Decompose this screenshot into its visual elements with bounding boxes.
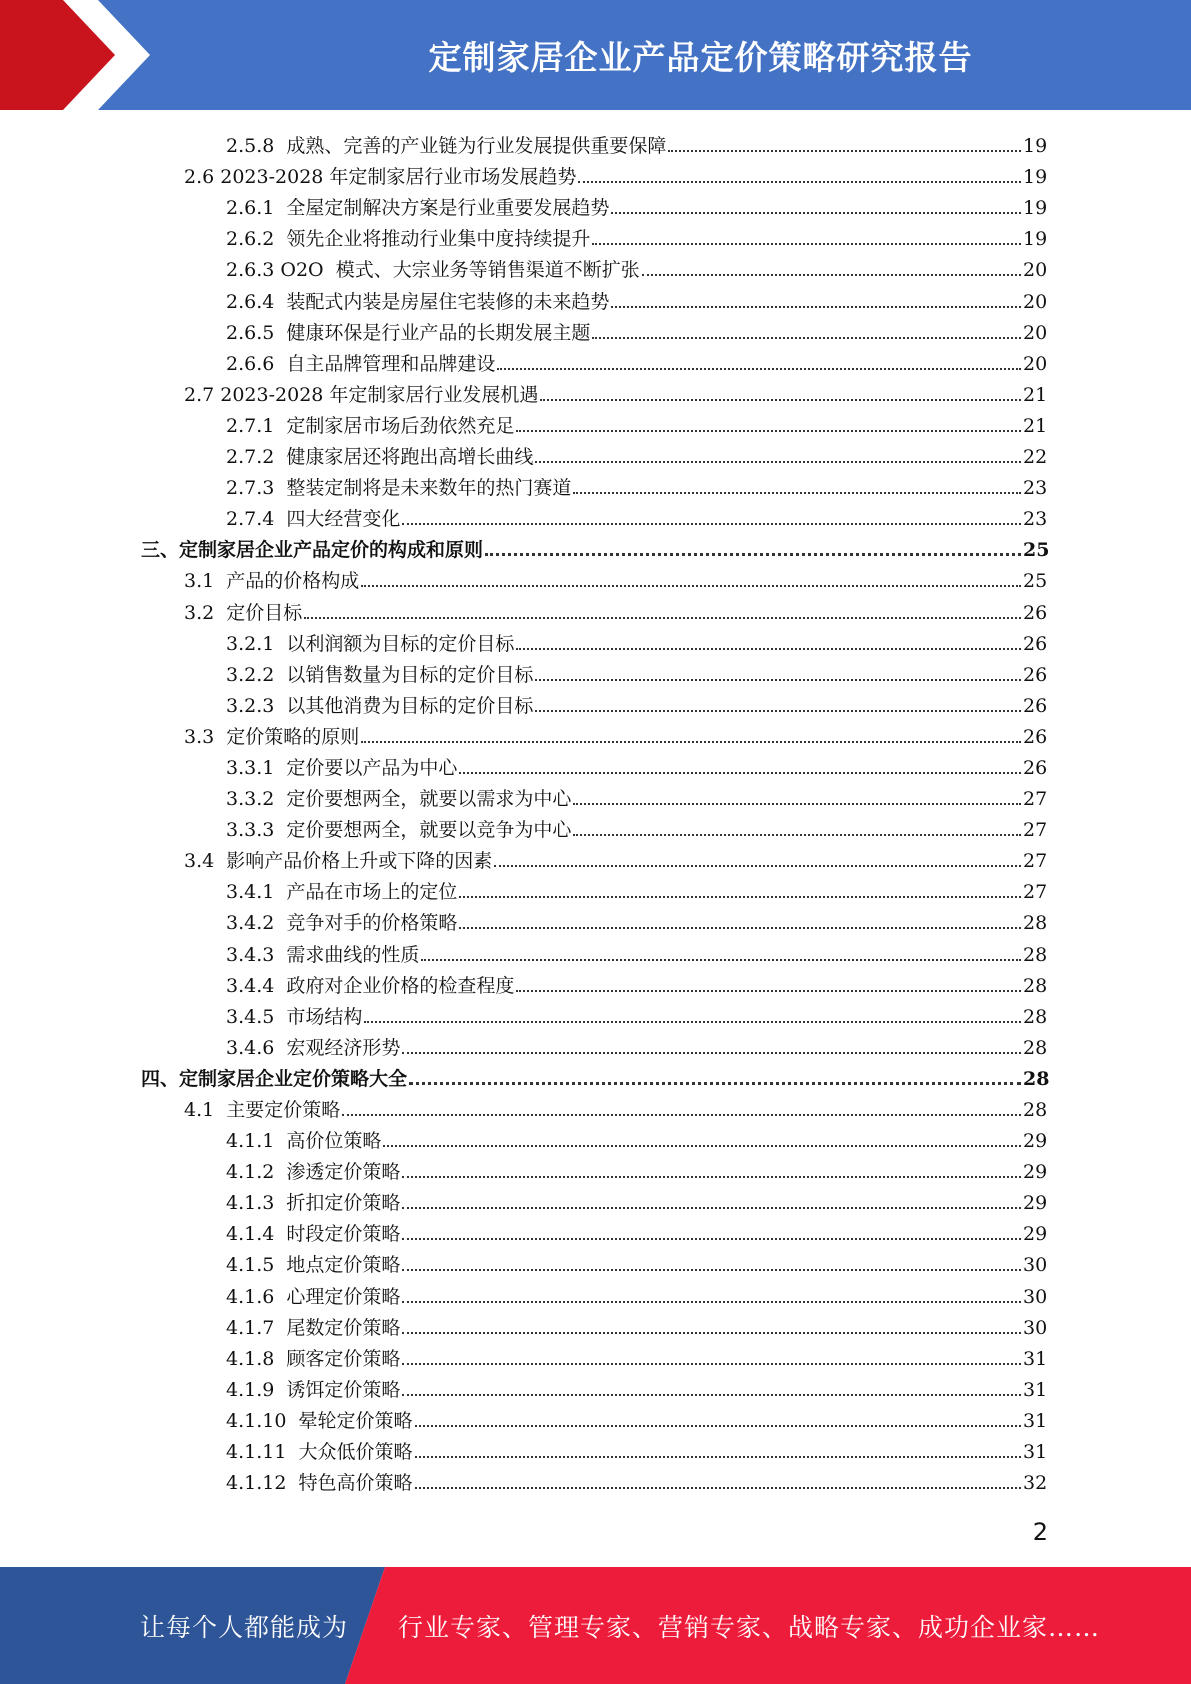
toc-dot-leader [459, 896, 1021, 898]
toc-entry[interactable] [0, 219, 1191, 250]
toc-entry[interactable] [0, 966, 1191, 997]
toc-entry-title: 三、定制家居企业产品定价的构成和原则 [141, 539, 484, 562]
toc-entry-title: 3.3.2 定价要想两全，就要以需求为中心 [226, 788, 572, 811]
toc-entry-page: 27 [1023, 881, 1048, 904]
toc-entry-page: 31 [1023, 1409, 1048, 1432]
toc-entry-title: 3.3.1 定价要以产品为中心 [226, 756, 458, 779]
toc-entry[interactable] [0, 281, 1191, 312]
toc-entry[interactable] [0, 1432, 1191, 1463]
toc-entry[interactable] [0, 624, 1191, 655]
toc-entry-title: 4.1.7 尾数定价策略 [226, 1316, 401, 1339]
toc-entry-page: 28 [1023, 1067, 1050, 1090]
toc-entry[interactable] [0, 1121, 1191, 1152]
toc-dot-leader [402, 1269, 1021, 1271]
toc-entry-page: 27 [1023, 788, 1048, 811]
toc-dot-leader [573, 834, 1021, 836]
toc-dot-leader [516, 430, 1021, 432]
toc-entry-page: 27 [1023, 819, 1048, 842]
toc-entry-title: 2.6.4 装配式内装是房屋住宅装修的未来趋势 [226, 290, 610, 313]
toc-dot-leader [611, 212, 1021, 214]
toc-entry-title: 4.1.10 晕轮定价策略 [226, 1409, 413, 1432]
toc-entry-title: 4.1.12 特色高价策略 [226, 1472, 413, 1495]
toc-entry-title: 2.7 2023-2028 年定制家居行业发展机遇 [184, 383, 539, 406]
toc-dot-leader [361, 741, 1021, 743]
toc-entry-page: 30 [1023, 1316, 1048, 1339]
toc-entry-page: 29 [1023, 1192, 1048, 1215]
toc-entry-page: 19 [1023, 228, 1048, 251]
toc-entry-page: 31 [1023, 1347, 1048, 1370]
toc-dot-leader [415, 1487, 1021, 1489]
toc-dot-leader [364, 1021, 1021, 1023]
footer-banner [0, 1567, 1191, 1684]
toc-entry-title: 2.6.6 自主品牌管理和品牌建设 [226, 352, 496, 375]
table-of-contents [0, 126, 1191, 1494]
toc-entry-title: 2.7.1 定制家居市场后劲依然充足 [226, 414, 515, 437]
toc-entry-page: 26 [1023, 663, 1048, 686]
toc-entry[interactable] [0, 1245, 1191, 1276]
toc-entry-title: 4.1.9 诱饵定价策略 [226, 1378, 401, 1401]
toc-entry[interactable] [0, 1214, 1191, 1245]
toc-entry-page: 20 [1023, 352, 1048, 375]
toc-entry-page: 26 [1023, 601, 1048, 624]
toc-dot-leader [668, 150, 1021, 152]
toc-entry[interactable] [0, 499, 1191, 530]
toc-entry-title: 3.2.1 以利润额为目标的定价目标 [226, 632, 515, 655]
toc-entry[interactable] [0, 872, 1191, 903]
toc-entry-title: 2.7.4 四大经营变化 [226, 508, 401, 531]
toc-dot-leader [459, 927, 1021, 929]
toc-entry[interactable] [0, 841, 1191, 872]
toc-dot-leader [611, 306, 1021, 308]
toc-dot-leader [485, 553, 1021, 556]
toc-entry-page: 28 [1023, 1005, 1048, 1028]
toc-dot-leader [516, 990, 1021, 992]
toc-entry-page: 25 [1023, 570, 1048, 593]
toc-entry-page: 29 [1023, 1130, 1048, 1153]
toc-dot-leader [415, 1456, 1021, 1458]
toc-entry-title: 2.6.1 全屋定制解决方案是行业重要发展趋势 [226, 197, 610, 220]
toc-dot-leader [402, 1394, 1021, 1396]
toc-dot-leader [497, 368, 1021, 370]
toc-entry-page: 21 [1023, 414, 1048, 437]
toc-entry[interactable] [0, 126, 1191, 157]
toc-entry[interactable] [0, 686, 1191, 717]
toc-entry[interactable] [0, 779, 1191, 810]
toc-dot-leader [402, 1238, 1021, 1240]
toc-entry-page: 20 [1023, 321, 1048, 344]
toc-entry-title: 3.3.3 定价要想两全，就要以竞争为中心 [226, 819, 572, 842]
toc-entry-page: 29 [1023, 1223, 1048, 1246]
toc-entry-title: 4.1.5 地点定价策略 [226, 1254, 401, 1277]
toc-dot-leader [415, 1425, 1021, 1427]
toc-entry-page: 23 [1023, 508, 1048, 531]
toc-entry[interactable] [0, 157, 1191, 188]
toc-entry[interactable] [0, 1463, 1191, 1494]
toc-entry-title: 2.5.8 成熟、完善的产业链为行业发展提供重要保障 [226, 135, 667, 158]
toc-entry[interactable] [0, 1308, 1191, 1339]
toc-entry-page: 31 [1023, 1378, 1048, 1401]
toc-dot-leader [342, 1114, 1021, 1116]
toc-entry-page: 26 [1023, 725, 1048, 748]
toc-entry[interactable] [0, 903, 1191, 934]
toc-entry-title: 4.1.8 顾客定价策略 [226, 1347, 401, 1370]
toc-dot-leader [402, 1207, 1021, 1209]
toc-entry-title: 3.4.4 政府对企业价格的检查程度 [226, 974, 515, 997]
footer-slogan-right: 行业专家、管理专家、营销专家、战略专家、成功企业家…… [398, 1612, 1101, 1642]
toc-entry-title: 4.1.3 折扣定价策略 [226, 1192, 401, 1215]
toc-entry[interactable] [0, 748, 1191, 779]
toc-entry-page: 19 [1023, 135, 1048, 158]
toc-entry-title: 4.1.4 时段定价策略 [226, 1223, 401, 1246]
toc-entry-page: 26 [1023, 756, 1048, 779]
toc-entry-title: 3.4 影响产品价格上升或下降的因素 [184, 850, 493, 873]
toc-entry-title: 2.6.3 O2O 模式、大宗业务等销售渠道不断扩张 [226, 259, 640, 282]
toc-entry[interactable] [0, 655, 1191, 686]
toc-entry[interactable] [0, 468, 1191, 499]
toc-entry-page: 23 [1023, 477, 1048, 500]
toc-dot-leader [459, 772, 1021, 774]
toc-dot-leader [402, 1301, 1021, 1303]
toc-entry-title: 2.6.2 领先企业将推动行业集中度持续提升 [226, 228, 591, 251]
toc-entry-title: 4.1.6 心理定价策略 [226, 1285, 401, 1308]
toc-dot-leader [421, 959, 1021, 961]
toc-entry-title: 2.7.3 整装定制将是未来数年的热门赛道 [226, 477, 572, 500]
toc-entry-page: 26 [1023, 694, 1048, 717]
toc-dot-leader [592, 337, 1021, 339]
toc-dot-leader [402, 523, 1021, 525]
toc-entry-title: 3.4.5 市场结构 [226, 1005, 363, 1028]
toc-entry-page: 30 [1023, 1285, 1048, 1308]
toc-dot-leader [402, 1176, 1021, 1178]
toc-entry-page: 29 [1023, 1161, 1048, 1184]
toc-entry[interactable] [0, 1370, 1191, 1401]
report-header [0, 0, 1191, 110]
toc-entry[interactable] [0, 375, 1191, 406]
toc-entry[interactable] [0, 1152, 1191, 1183]
toc-entry-page: 20 [1023, 259, 1048, 282]
toc-dot-leader [494, 865, 1021, 867]
toc-entry-page: 28 [1023, 1099, 1048, 1121]
toc-entry[interactable] [0, 561, 1191, 592]
toc-entry[interactable] [0, 1059, 1191, 1090]
toc-entry[interactable] [0, 997, 1191, 1028]
toc-dot-leader [573, 803, 1021, 805]
toc-entry-title: 4.1 主要定价策略 [184, 1099, 341, 1121]
red-chevron-logo [0, 0, 150, 110]
toc-dot-leader [642, 274, 1021, 276]
toc-dot-leader [516, 648, 1021, 650]
toc-entry[interactable] [0, 437, 1191, 468]
toc-dot-leader [540, 399, 1021, 401]
toc-entry-page: 19 [1023, 197, 1048, 220]
toc-entry-title: 2.7.2 健康家居还将跑出高增长曲线 [226, 446, 534, 469]
toc-dot-leader [535, 461, 1021, 463]
toc-entry-title: 3.2.2 以销售数量为目标的定价目标 [226, 663, 534, 686]
toc-entry-page: 28 [1023, 912, 1048, 935]
toc-entry-title: 四、定制家居企业定价策略大全 [141, 1067, 408, 1090]
toc-entry-title: 4.1.2 渗透定价策略 [226, 1161, 401, 1184]
toc-entry[interactable] [0, 188, 1191, 219]
toc-entry[interactable] [0, 1401, 1191, 1432]
toc-entry[interactable] [0, 810, 1191, 841]
toc-entry-page: 32 [1023, 1472, 1048, 1495]
toc-entry[interactable] [0, 1339, 1191, 1370]
toc-entry-page: 28 [1023, 1036, 1048, 1059]
toc-entry-title: 3.4.1 产品在市场上的定位 [226, 881, 458, 904]
toc-entry[interactable] [0, 592, 1191, 623]
toc-entry-title: 4.1.1 高价位策略 [226, 1130, 382, 1153]
report-title: 定制家居企业产品定价策略研究报告 [428, 37, 973, 77]
page-number: 2 [1032, 1518, 1048, 1546]
toc-entry[interactable] [0, 250, 1191, 281]
toc-entry[interactable] [0, 344, 1191, 375]
toc-entry-page: 22 [1023, 446, 1048, 469]
toc-entry-page: 28 [1023, 943, 1048, 966]
toc-entry-page: 30 [1023, 1254, 1048, 1277]
toc-entry-title: 3.3 定价策略的原则 [184, 725, 360, 748]
toc-dot-leader [535, 710, 1021, 712]
toc-entry[interactable] [0, 934, 1191, 965]
toc-entry-page: 28 [1023, 974, 1048, 997]
toc-entry[interactable] [0, 530, 1191, 561]
toc-entry-page: 19 [1023, 166, 1048, 189]
toc-entry-title: 3.4.6 宏观经济形势 [226, 1036, 401, 1059]
toc-entry-page: 20 [1023, 290, 1048, 313]
toc-entry-title: 3.4.3 需求曲线的性质 [226, 943, 420, 966]
footer-slogan-left: 让每个人都能成为 [140, 1612, 349, 1642]
toc-dot-leader [573, 492, 1021, 494]
toc-entry[interactable] [0, 717, 1191, 748]
toc-dot-leader [535, 679, 1021, 681]
toc-entry-page: 25 [1023, 539, 1050, 562]
toc-entry-page: 26 [1023, 632, 1048, 655]
toc-dot-leader [402, 1363, 1021, 1365]
toc-dot-leader [361, 585, 1021, 587]
toc-entry-title: 4.1.11 大众低价策略 [226, 1441, 413, 1464]
toc-entry[interactable] [0, 1183, 1191, 1214]
toc-entry[interactable] [0, 1028, 1191, 1059]
toc-entry[interactable] [0, 1276, 1191, 1307]
toc-dot-leader [402, 1052, 1021, 1054]
toc-dot-leader [304, 617, 1021, 619]
toc-dot-leader [578, 181, 1021, 183]
toc-entry[interactable] [0, 406, 1191, 437]
toc-entry[interactable] [0, 313, 1191, 344]
toc-dot-leader [383, 1145, 1021, 1147]
toc-dot-leader [402, 1332, 1021, 1334]
toc-entry-title: 2.6 2023-2028 年定制家居行业市场发展趋势 [184, 166, 577, 189]
toc-dot-leader [409, 1082, 1021, 1085]
toc-entry[interactable] [0, 1090, 1191, 1121]
toc-entry-title: 3.2.3 以其他消费为目标的定价目标 [226, 694, 534, 717]
toc-entry-page: 31 [1023, 1441, 1048, 1464]
toc-entry-title: 3.1 产品的价格构成 [184, 570, 360, 593]
toc-entry-title: 3.4.2 竞争对手的价格策略 [226, 912, 458, 935]
toc-entry-page: 27 [1023, 850, 1048, 873]
toc-entry-page: 21 [1023, 383, 1048, 406]
toc-entry-title: 3.2 定价目标 [184, 601, 303, 624]
toc-entry-title: 2.6.5 健康环保是行业产品的长期发展主题 [226, 321, 591, 344]
toc-dot-leader [592, 243, 1021, 245]
